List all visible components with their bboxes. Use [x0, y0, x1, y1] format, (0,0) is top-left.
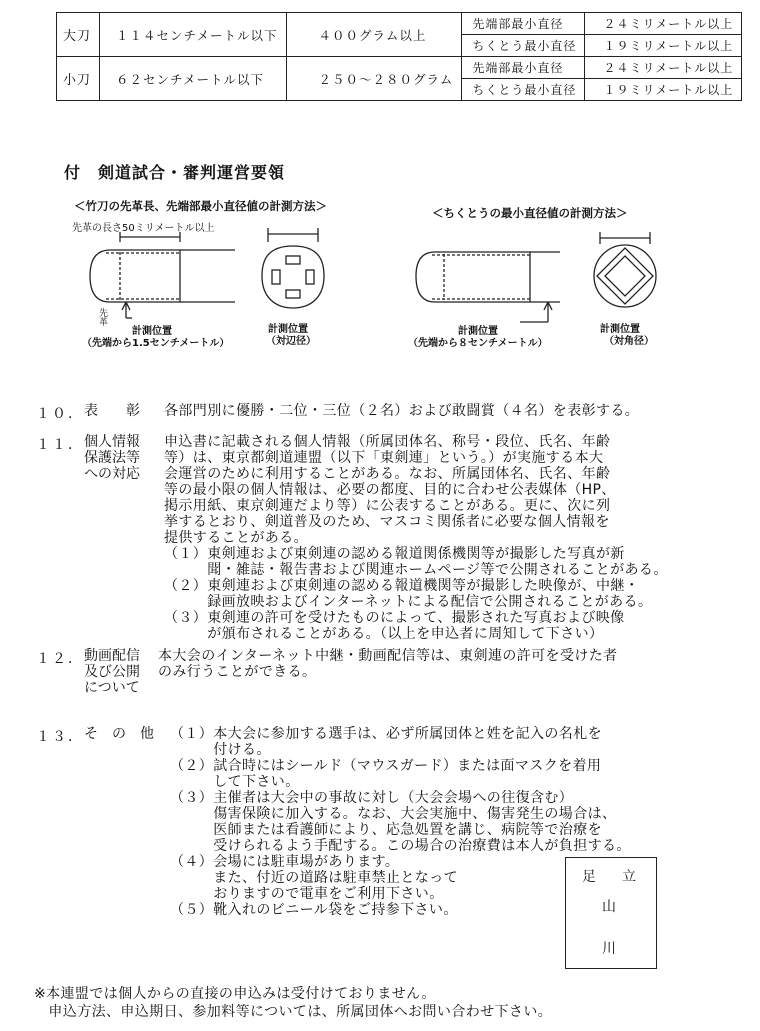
- item-13-line: （２）試合時にはシールド（マウスガード）または面マスクを着用: [170, 758, 602, 774]
- item-12-number: １２．: [36, 651, 84, 667]
- item-11-sub-line: （３）東剣連の許可を受けたものによって、撮影された写真および映像: [164, 610, 625, 626]
- left-figure-caption: ＜竹刀の先革長、先端部最小直径値の計測方法＞: [74, 199, 327, 213]
- seal-char: 山: [602, 899, 616, 915]
- item-11-label-2: 保護法等: [84, 450, 140, 466]
- item-13-line: 付ける。: [170, 742, 271, 758]
- item-13-line: 傷害保険に加入する。なお、大会実施中、傷害発生の場合は、: [170, 806, 617, 822]
- item-13-line: 医師または看護師により、応急処置を講じ、病院等で治療を: [170, 822, 602, 838]
- seal-char: 川: [602, 941, 616, 957]
- left-side-note: 先革: [97, 308, 107, 326]
- value-cell: １９ミリメートル以上: [585, 35, 742, 57]
- item-11-sub-line: （２）東剣連および東剣連の認める報道機関等が撮影した映像が、中継・: [164, 578, 640, 594]
- footer-note: ※本連盟では個人からの直接の申込みは受付けておりません。: [34, 986, 436, 1002]
- item-12-label-3: について: [84, 680, 140, 696]
- name-seal-box: [565, 857, 657, 969]
- item-11-line: 会運営のために利用することがある。なお、所属団体名、氏名、年齢: [164, 466, 611, 482]
- item-11-sub-line: （１）東剣連および東剣連の認める報道関係機関等が撮影した写真が新: [164, 546, 625, 562]
- item-11-sub-line: 録画放映およびインターネットによる配信で公開されることがある。: [164, 594, 653, 610]
- table-row: [57, 57, 742, 79]
- length-cell: １１４センチメートル以下: [100, 13, 287, 57]
- item-13-number: １３．: [36, 729, 84, 745]
- weight-cell: ４００グラム以上: [286, 13, 462, 57]
- seal-char: 足: [582, 869, 596, 885]
- item-12-label-1: 動画配信: [84, 648, 140, 664]
- part-cell: 先端部最小直径: [462, 13, 585, 35]
- part-cell: ちくとう最小直径: [462, 35, 585, 57]
- length-cell: ６２センチメートル以下: [100, 57, 287, 101]
- item-11-line: 等）は、東京都剣道連盟（以下「東剣連」という。）が実施する本大: [164, 450, 604, 466]
- item-13-line: 受けられるよう手配する。この場合の治療費は本人が負担する。: [170, 838, 631, 854]
- right-position-label: 計測位置: [458, 326, 498, 337]
- item-11-line: 提供することがある。: [164, 530, 308, 546]
- right-circle-label: 計測位置: [600, 324, 640, 335]
- item-13-line: おりますので電車をご利用下さい。: [170, 886, 444, 902]
- item-10-label: 表 彰: [84, 403, 140, 419]
- item-10-text: 各部門別に優勝・二位・三位（２名）および敢闘賞（４名）を表彰する。: [164, 403, 640, 419]
- right-circle-sub: （対角径）: [604, 336, 654, 347]
- type-cell: 大刀: [57, 13, 100, 57]
- item-11-label-1: 個人情報: [84, 434, 140, 450]
- left-circle-label: 計測位置: [268, 324, 308, 335]
- left-position-label: 計測位置: [132, 326, 172, 337]
- right-figure-caption: ＜ちくとうの最小直径値の計測方法＞: [432, 206, 628, 220]
- item-12-line: のみ行うことができる。: [158, 664, 317, 680]
- item-13-line: （３）主催者は大会中の事故に対し（大会会場への往復含む）: [170, 790, 574, 806]
- item-11-number: １１．: [36, 437, 84, 453]
- chikuto-drawing: [416, 252, 560, 322]
- left-circle-sub: （対辺径）: [266, 336, 316, 347]
- item-13-line: （４）会場には駐車場があります。: [170, 854, 400, 870]
- left-position-sub: （先端から1.5センチメートル）: [82, 338, 230, 349]
- footer-note: 申込方法、申込期日、参加料等については、所属団体へお問い合わせ下さい。: [34, 1004, 553, 1020]
- item-13-line: （５）靴入れのビニール袋をご持参下さい。: [170, 902, 458, 918]
- item-11-line: 掲示用紙、東京剣連だより等）に公表することがある。更に、次に列: [164, 498, 611, 514]
- item-12-line: 本大会のインターネット中継・動画配信等は、東剣連の許可を受けた者: [158, 648, 618, 664]
- item-11-sub-line: が頒布されることがある。（以上を申込者に周知して下さい）: [164, 626, 604, 642]
- part-cell: ちくとう最小直径: [462, 79, 585, 101]
- item-10-number: １０．: [36, 406, 84, 422]
- shinai-tip-drawing: [90, 232, 235, 318]
- item-13-line: また、付近の道路は駐車禁止となって: [170, 870, 458, 886]
- chikuto-cross-section-drawing: [594, 232, 656, 307]
- part-cell: 先端部最小直径: [462, 57, 585, 79]
- shinai-cross-section-drawing: [262, 228, 324, 308]
- item-11-sub-line: 聞・雑誌・報告書および関連ホームページ等で公開されることがある。: [164, 562, 668, 578]
- right-position-sub: （先端から８センチメートル）: [408, 338, 548, 349]
- item-11-line: 等の最小限の個人情報は、必要の都度、目的に合わせ公表媒体（HP、: [164, 482, 616, 498]
- left-top-note: 先革の長さ50ミリメートル以上: [72, 223, 215, 234]
- item-13-label: そ の 他: [84, 726, 154, 742]
- item-12-label-2: 及び公開: [84, 664, 140, 680]
- type-cell: 小刀: [57, 57, 100, 101]
- item-11-line: 挙するとおり、剣道普及のため、マスコミ関係者に必要な個人情報を: [164, 514, 610, 530]
- section-title: 付 剣道試合・審判運営要領: [64, 163, 286, 182]
- weight-cell: ２５０～２８０グラム: [286, 57, 462, 101]
- table-row: [57, 13, 742, 35]
- item-11-line: 申込書に記載される個人情報（所属団体名、称号・段位、氏名、年齢: [164, 434, 611, 450]
- item-11-label-3: への対応: [84, 466, 140, 482]
- value-cell: ２４ミリメートル以上: [585, 57, 742, 79]
- seal-char: 立: [622, 869, 636, 885]
- item-13-line: （１）本大会に参加する選手は、必ず所属団体と姓を記入の名札を: [170, 726, 602, 742]
- value-cell: １９ミリメートル以上: [585, 79, 742, 101]
- shinai-spec-table: [56, 12, 742, 101]
- item-13-line: して下さい。: [170, 774, 300, 790]
- measurement-diagrams: [60, 218, 680, 338]
- value-cell: ２４ミリメートル以上: [585, 13, 742, 35]
